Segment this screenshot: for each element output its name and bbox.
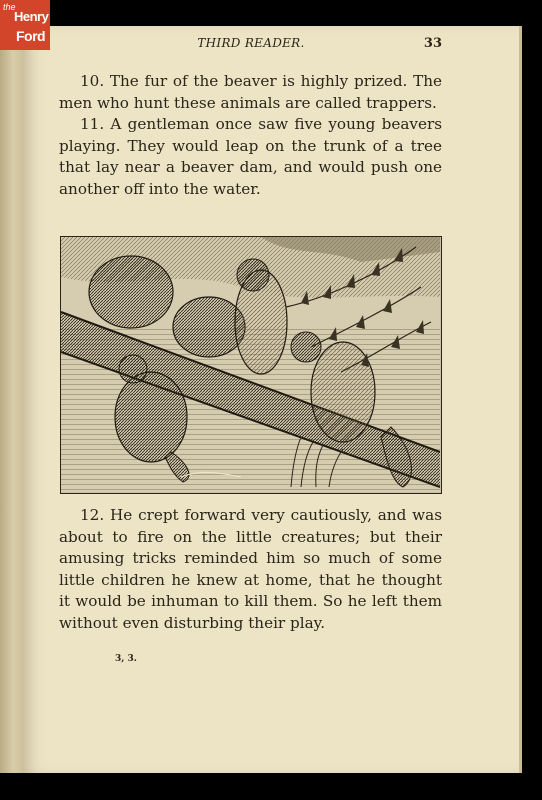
paragraph-11: 11. A gentleman once saw five young beavers playing. They would leap on the trunk of a tree that lay near a beaver dam, and would push one another off into the water. xyxy=(59,115,442,198)
text-block-bottom xyxy=(59,505,442,635)
running-title: THIRD READER. xyxy=(197,36,305,50)
beaver-illustration xyxy=(60,236,442,494)
beaver-engraving xyxy=(61,237,440,492)
paragraph-12: 12. He crept forward very cautiously, and was about to fire on the little creatures; but their amusing tricks reminded him so much of some little children he knew at home, that he thought it would be inhuman to kill them. So he left them without even disturbing their play. xyxy=(59,506,442,632)
paragraph-10: 10. The fur of the beaver is highly prized. The men who hunt these animals are called trappers. xyxy=(59,72,442,112)
henry-ford-logo xyxy=(0,0,50,50)
text-block-top xyxy=(59,71,442,201)
book-spine-edge xyxy=(0,0,22,773)
page-header xyxy=(60,36,442,56)
logo-henry: Henry xyxy=(14,9,49,24)
page-edge xyxy=(519,26,522,773)
logo-ford: Ford xyxy=(16,28,46,44)
logo-the: the xyxy=(3,2,16,12)
page-number: 33 xyxy=(423,36,442,51)
signature-mark: 3, 3. xyxy=(115,654,137,664)
